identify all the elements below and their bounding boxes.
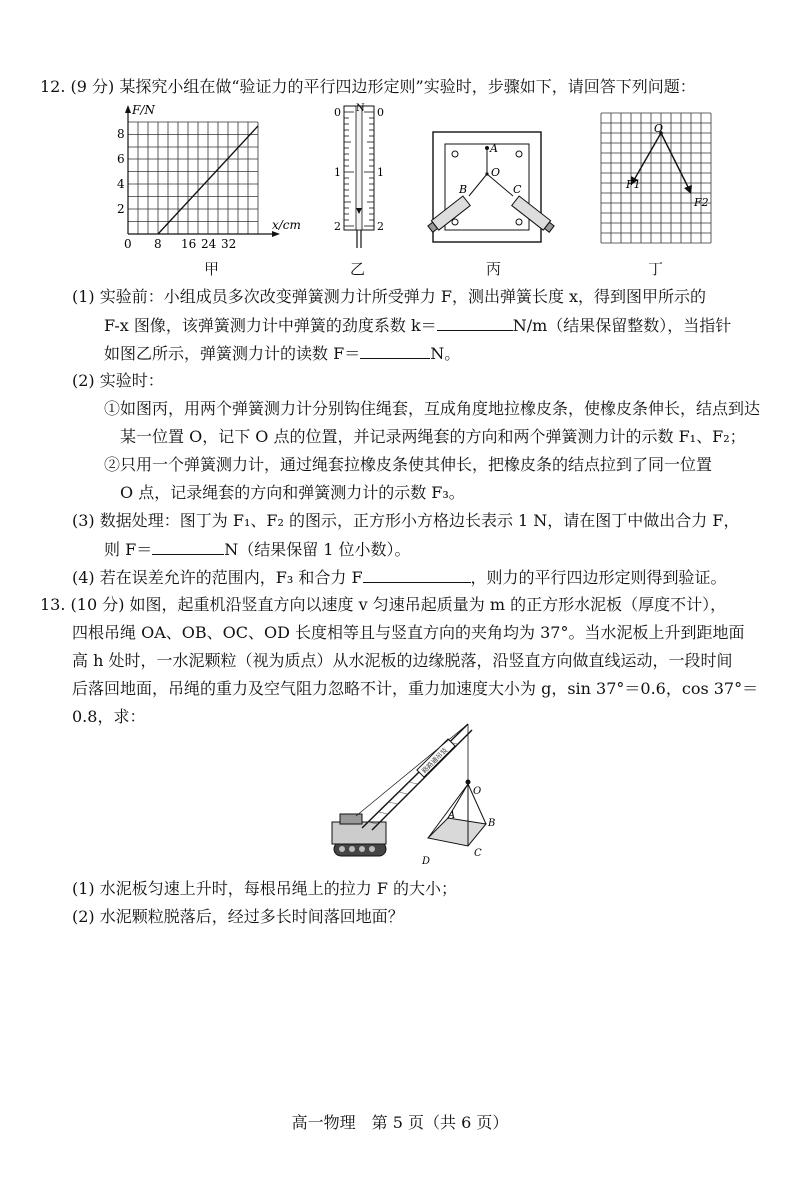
q13-line5: 0.8，求： <box>72 707 146 726</box>
q12-part1-line1: (1) 实验前：小组成员多次改变弹簧测力计所受弹力 F，测出弹簧长度 x，得到图甲所示的 <box>72 287 707 306</box>
figure-bing-caption: 丙 <box>486 260 502 278</box>
point-label-o: O <box>654 122 664 135</box>
y-tick: 6 <box>117 152 125 166</box>
answer-blank-k[interactable] <box>437 314 513 331</box>
answer-blank-f-reading[interactable] <box>360 342 430 359</box>
y-axis-label: F/N <box>132 103 155 117</box>
figure-yi-caption: 乙 <box>350 260 366 278</box>
crane-label-b: B <box>488 818 496 829</box>
point-label-o: O <box>491 166 501 179</box>
unit-label: N <box>356 103 365 114</box>
q12-part2-step1-line2: 某一位置 O，记下 O 点的位置，并记录两绳套的方向和两个弹簧测力计的示数 F₁、F₂； <box>120 427 746 446</box>
q13-line3: 高 h 处时，一水泥颗粒（视为质点）从水泥板的边缘脱落，沿竖直方向做直线运动，一段时间 <box>72 651 733 670</box>
force-label-f2: F2 <box>694 196 709 209</box>
x-tick: 32 <box>221 237 237 250</box>
point-label-b: B <box>459 183 468 196</box>
x-axis-label: x/cm <box>272 218 301 232</box>
scale-tick-right: 1 <box>377 166 384 179</box>
q12-header: 12. (9 分) 某探究小组在做“验证力的平行四边形定则”实验时，步骤如下，请回答下列问题： <box>40 77 696 96</box>
figure-crane <box>318 718 518 872</box>
q12-part1-line3: 如图乙所示，弹簧测力计的读数 F＝ N。 <box>104 344 461 363</box>
scale-tick-left: 2 <box>334 220 341 233</box>
q12-part2-step2-line1: ②只用一个弹簧测力计，通过绳套拉橡皮条使其伸长，把橡皮条的结点拉到了同一位置 <box>104 455 713 474</box>
q13-line2: 四根吊绳 OA、OB、OC、OD 长度相等且与竖直方向的夹角均为 37°。当水泥板上升到距地面 <box>72 623 745 642</box>
force-label-f1: F1 <box>626 178 641 191</box>
crane-label-d: D <box>422 856 431 867</box>
figure-ding-force-grid <box>598 110 718 254</box>
crane-sign-text: 路路通吊装 <box>420 746 450 775</box>
y-tick: 8 <box>117 127 125 141</box>
x-tick: 16 <box>181 237 197 250</box>
figure-bing-apparatus <box>425 110 570 254</box>
q12-part2-step2-line2: O 点，记录绳套的方向和弹簧测力计的示数 F₃。 <box>120 483 465 502</box>
q12-part3-line2: 则 F＝ N（结果保留 1 位小数）。 <box>104 540 411 559</box>
q12-part4: (4) 若在误差允许的范围内，F₃ 和合力 F ，则力的平行四边形定则得到验证。 <box>72 568 727 587</box>
y-tick: 2 <box>117 202 125 216</box>
scale-tick-right: 0 <box>377 106 384 119</box>
crane-label-o: O <box>473 786 482 797</box>
figure-jia-caption: 甲 <box>204 260 220 278</box>
q13-line1: 13. (10 分) 如图，起重机沿竖直方向以速度 v 匀速吊起质量为 m 的正方形水泥板（厚度不计）， <box>40 595 727 614</box>
x-tick: 24 <box>201 237 217 250</box>
figure-ding-caption: 丁 <box>648 260 664 278</box>
figure-yi-spring-scale <box>330 102 390 256</box>
q12-part3-line1: (3) 数据处理：图丁为 F₁、F₂ 的图示，正方形小方格边长表示 1 N，请在图丁中做出合力 F， <box>72 511 740 530</box>
q12-part2-step1-line1: ①如图丙，用两个弹簧测力计分别钩住绳套，互成角度地拉橡皮条，使橡皮条伸长，结点到达 <box>104 399 761 418</box>
crane-label-c: C <box>474 848 482 859</box>
crane-label-a: A <box>448 810 456 821</box>
answer-blank-comparison[interactable] <box>363 566 471 583</box>
point-label-c: C <box>513 183 522 196</box>
x-tick: 0 <box>124 237 132 250</box>
scale-tick-right: 2 <box>377 220 384 233</box>
answer-blank-resultant[interactable] <box>152 538 224 555</box>
q12-part1-line2: F-x 图像，该弹簧测力计中弹簧的劲度系数 k＝ N/m（结果保留整数），当指针 <box>104 316 732 335</box>
x-tick: 8 <box>154 237 162 250</box>
page-footer: 高一物理 第 5 页（共 6 页） <box>291 1113 509 1132</box>
q12-part2-label: (2) 实验时： <box>72 371 164 390</box>
scale-tick-left: 0 <box>334 106 341 119</box>
scale-tick-left: 1 <box>334 166 341 179</box>
figure-jia-graph <box>115 102 310 254</box>
y-tick: 4 <box>117 177 125 191</box>
q13-sub2: (2) 水泥颗粒脱落后，经过多长时间落回地面？ <box>72 907 404 926</box>
q13-sub1: (1) 水泥板匀速上升时，每根吊绳上的拉力 F 的大小； <box>72 879 458 898</box>
q13-line4: 后落回地面，吊绳的重力及空气阻力忽略不计，重力加速度大小为 g，sin 37°＝0.6，cos 37°＝ <box>72 679 759 698</box>
point-label-a: A <box>490 142 498 155</box>
